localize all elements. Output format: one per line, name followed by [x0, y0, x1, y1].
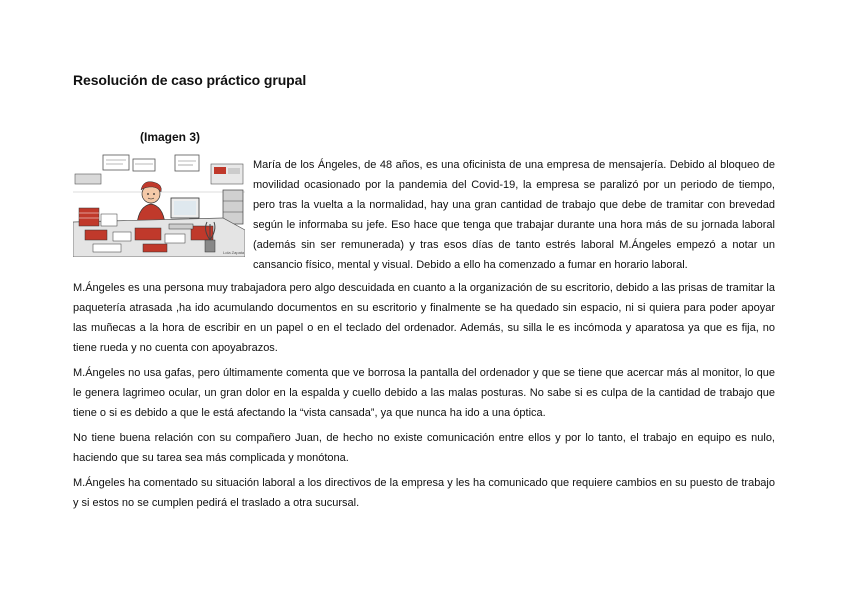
image-caption: (Imagen 3): [140, 130, 201, 144]
paragraph-1: María de los Ángeles, de 48 años, es una oficinista de una empresa de mensajería. Debido al bloqueo de movilidad ocasionado por la pandemia del Covid-19, la empresa se paralizó por un periodo de tiempo, pero tras la vuelta a la normalidad, hay una gran cantidad de trabajo que debe de tramitar con brevedad según le informaba su jefe. Eso hace que tenga que trabajar durante una hora más de su jornada laboral (además sin ser remunerada) y tras esos días de tanto estrés laboral M.Ángeles empezó a notar un cansancio físico, mental y visual. Debido a ello ha comenzado a fumar en horario laboral.: [253, 159, 775, 271]
illustration-signature: Lola Zapata: [223, 250, 245, 255]
paragraph-2: M.Ángeles es una persona muy trabajadora pero algo descuidada en cuanto a la organización de su escritorio, debido a las prisas de tramitar la paquetería atrasada ,ha ido acumulando documentos en su escritorio y finalmente se ha quedado sin espacio, ni si quiera para poder apoyar las muñecas a la hora de escribir en un papel o en el teclado del ordenador. Además, su silla le es incómoda y aparatosa ya que es fija, no tiene rueda y no cuenta con apoyabrazos.: [73, 282, 775, 354]
paragraph-5: M.Ángeles ha comentado su situación laboral a los directivos de la empresa y les ha comunicado que requiere cambios en su puesto de trabajo y si estos no se cumplen pedirá el traslado a otra sucursal.: [73, 477, 775, 509]
office-illustration: [73, 152, 245, 257]
page-title: Resolución de caso práctico grupal: [73, 72, 307, 88]
paragraph-3: M.Ángeles no usa gafas, pero últimamente comenta que ve borrosa la pantalla del ordenador y que se tiene que acercar más al monitor, lo que le genera lagrimeo ocular, un gran dolor en la espalda y cuello debido a las malas posturas. No sabe si es culpa de la cantidad de trabajo que tiene o si es debido a que le está afectando la “vista cansada”, ya que nunca ha ido a una óptica.: [73, 367, 775, 419]
paragraph-4: No tiene buena relación con su compañero Juan, de hecho no existe comunicación entre ellos y por lo tanto, el trabajo en equipo es nulo, haciendo que su tarea sea más complicada y monótona.: [73, 432, 775, 464]
